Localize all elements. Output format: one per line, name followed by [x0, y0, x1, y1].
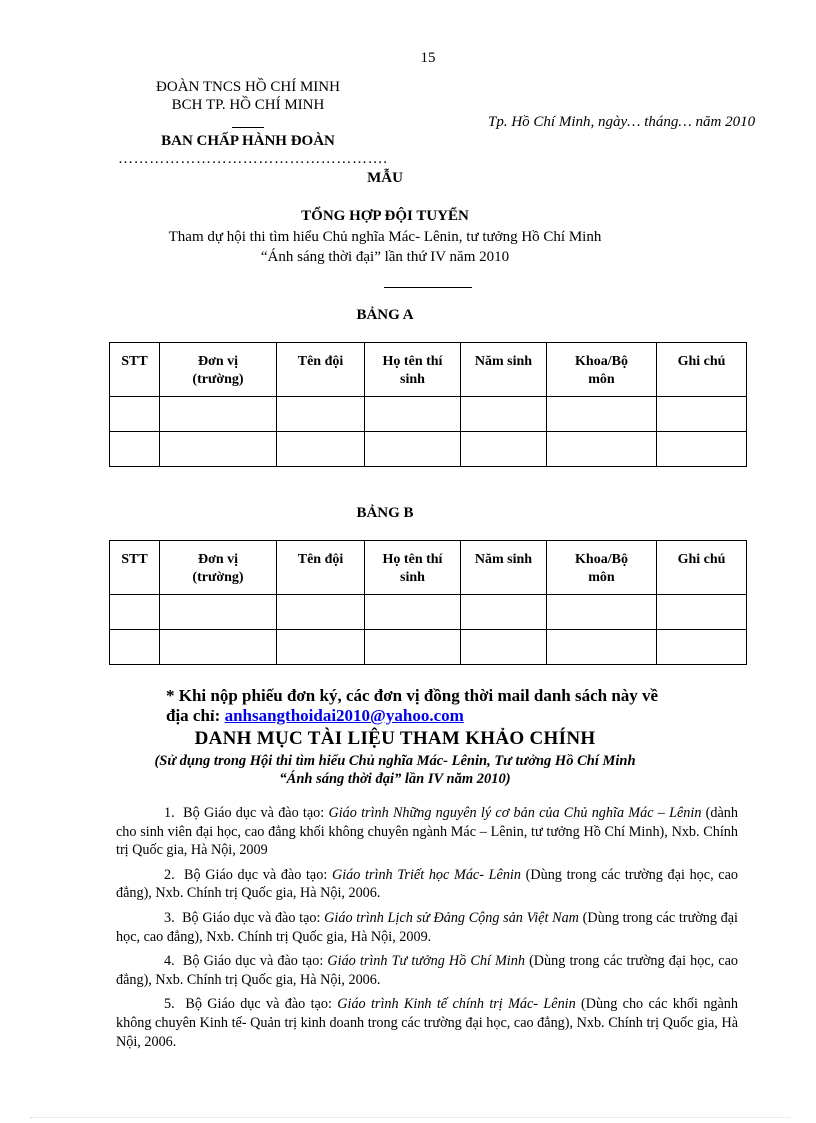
- table-a-header-text: Họ tên thí sinh: [382, 354, 443, 387]
- table-a-header-faculty: [547, 343, 657, 397]
- reference-details: (dành cho sinh viên đại học, cao đẳng khối không chuyên ngành Mác – Lênin, tư tưởng Hồ Chí Minh), Nxb. Chính trị Quốc gia, Hà Nội, 2009: [116, 805, 738, 859]
- reference-work: Giáo trình Triết học Mác- Lênin: [331, 866, 521, 883]
- reference-item: [116, 866, 738, 903]
- table-b-header-notes: [657, 541, 747, 595]
- reference-item: [116, 909, 738, 946]
- table-a-header-text: Khoa/Bộ môn: [575, 354, 628, 387]
- table-b-header-birthyear: [461, 541, 547, 595]
- table-b-header-text: Tên đội: [297, 552, 344, 567]
- table-row: [110, 595, 747, 630]
- table-cell: [461, 397, 547, 432]
- document-subtitle-1: Tham dự hội thi tìm hiểu Chủ nghĩa Mác- Lênin, tư tưởng Hồ Chí Minh: [168, 229, 602, 245]
- table-cell: [461, 432, 547, 467]
- table-b-header-text: Họ tên thí sinh: [382, 552, 443, 585]
- page-number: 15: [420, 50, 436, 66]
- table-row: [110, 432, 747, 467]
- table-row: [110, 630, 747, 665]
- table-cell: [547, 432, 657, 467]
- org-divider: [232, 127, 264, 128]
- reference-author: Bộ Giáo dục và đào tạo:: [184, 866, 332, 883]
- table-cell: [277, 595, 365, 630]
- table-a-header-text: Đơn vị (trường): [192, 354, 244, 387]
- page-bottom-border: [30, 1117, 790, 1118]
- table-cell: [277, 432, 365, 467]
- submission-note-line-2: [166, 706, 746, 726]
- table-a-header-text: Năm sinh: [474, 354, 533, 369]
- reference-number: 3.: [164, 909, 175, 926]
- reference-author: Bộ Giáo dục và đào tạo:: [182, 953, 328, 970]
- table-cell: [110, 595, 160, 630]
- table-a-header-team: [277, 343, 365, 397]
- table-b-header-text: Đơn vị (trường): [192, 552, 244, 585]
- table-b-label: BẢNG B: [356, 505, 414, 521]
- table-b-header-name: [365, 541, 461, 595]
- table-cell: [547, 397, 657, 432]
- title-divider: [384, 287, 472, 288]
- table-b-header-text: STT: [121, 552, 148, 567]
- table-cell: [160, 432, 277, 467]
- table-cell: [365, 432, 461, 467]
- reference-work: Giáo trình Những nguyên lý cơ bản của Chủ nghĩa Mác – Lênin: [328, 805, 702, 821]
- table-b-header-unit: [160, 541, 277, 595]
- table-cell: [277, 397, 365, 432]
- table-b-header-text: Khoa/Bộ môn: [575, 552, 628, 585]
- reference-work: Giáo trình Lịch sử Đảng Cộng sản Việt Nam: [324, 909, 579, 926]
- reference-details: (Dùng trong các trường đại học, cao đẳng), Nxb. Chính trị Quốc gia, Hà Nội, 2009.: [116, 909, 738, 945]
- reference-author: Bộ Giáo dục và đào tạo:: [185, 996, 338, 1013]
- table-cell: [365, 595, 461, 630]
- table-cell: [657, 595, 747, 630]
- references-list: [116, 804, 738, 1057]
- table-cell: [160, 595, 277, 630]
- table-a-label: BẢNG A: [356, 307, 414, 323]
- reference-details: (Dùng trong các trường đại học, cao đẳng), Nxb. Chính trị Quốc gia, Hà Nội, 2006.: [116, 866, 738, 902]
- table-cell: [160, 397, 277, 432]
- reference-item: [116, 995, 738, 1051]
- reference-work: Giáo trình Kinh tế chính trị Mác- Lênin: [337, 996, 576, 1013]
- reference-item: [116, 804, 738, 860]
- table-a-header-stt: [110, 343, 160, 397]
- document-subtitle-2: “Ánh sáng thời đại” lần thứ IV năm 2010: [260, 249, 510, 265]
- reference-number: 1.: [164, 805, 175, 821]
- table-a-header-text: Tên đội: [297, 354, 344, 369]
- table-cell: [110, 432, 160, 467]
- table-cell: [657, 432, 747, 467]
- document-title: TỔNG HỢP ĐỘI TUYỂN: [301, 208, 469, 224]
- reference-number: 5.: [164, 996, 175, 1013]
- table-a-header-notes: [657, 343, 747, 397]
- org-line-2: BCH TP. HỒ CHÍ MINH: [171, 97, 325, 113]
- table-a-header-birthyear: [461, 343, 547, 397]
- references-subtitle-1: (Sử dụng trong Hội thi tìm hiểu Chủ nghĩa Mác- Lênin, Tư tưởng Hồ Chí Minh: [154, 753, 636, 769]
- org-dots: …………………………………………….: [118, 151, 388, 167]
- reference-author: Bộ Giáo dục và đào tạo:: [183, 805, 329, 821]
- email-link[interactable]: anhsangthoidai2010@yahoo.com: [224, 706, 464, 725]
- table-b-header-stt: [110, 541, 160, 595]
- reference-details: (Dùng cho các khối ngành không chuyên Kinh tế- Quản trị kinh doanh trong các trường đại học, cao đẳng), Nxb. Chính trị Quốc gia, Hà Nội, 2006.: [116, 996, 738, 1050]
- submission-note: [166, 686, 746, 726]
- submission-note-prefix: địa chỉ:: [166, 706, 225, 725]
- table-cell: [657, 397, 747, 432]
- org-line-3: BAN CHẤP HÀNH ĐOÀN: [161, 133, 335, 149]
- table-a-header-name: [365, 343, 461, 397]
- table-row: [110, 397, 747, 432]
- reference-work: Giáo trình Tư tưởng Hồ Chí Minh: [327, 953, 525, 970]
- reference-number: 2.: [164, 866, 175, 883]
- table-cell: [365, 630, 461, 665]
- references-subtitle-2: “Ánh sáng thời đại” lần IV năm 2010): [279, 771, 511, 787]
- date-line: Tp. Hồ Chí Minh, ngày… tháng… năm 2010: [488, 114, 756, 130]
- reference-author: Bộ Giáo dục và đào tạo:: [182, 909, 325, 926]
- org-line-1: ĐOÀN TNCS HỒ CHÍ MINH: [156, 79, 340, 95]
- reference-item: [116, 952, 738, 989]
- form-label: MẪU: [367, 170, 403, 186]
- table-a-header-unit: [160, 343, 277, 397]
- table-a-header-text: Ghi chú: [677, 354, 726, 369]
- table-cell: [277, 630, 365, 665]
- table-b-header-text: Năm sinh: [474, 552, 533, 567]
- table-cell: [547, 630, 657, 665]
- references-title: DANH MỤC TÀI LIỆU THAM KHẢO CHÍNH: [194, 728, 596, 749]
- table-a-header-text: STT: [121, 354, 148, 369]
- table-b-header-team: [277, 541, 365, 595]
- table-cell: [110, 630, 160, 665]
- table-cell: [461, 595, 547, 630]
- table-b: [109, 540, 747, 665]
- table-cell: [657, 630, 747, 665]
- submission-note-line-1: * Khi nộp phiếu đơn ký, các đơn vị đồng thời mail danh sách này về: [166, 686, 659, 705]
- table-cell: [547, 595, 657, 630]
- table-cell: [461, 630, 547, 665]
- table-cell: [160, 630, 277, 665]
- table-a: [109, 342, 747, 467]
- table-cell: [110, 397, 160, 432]
- table-cell: [365, 397, 461, 432]
- table-b-header-faculty: [547, 541, 657, 595]
- table-b-header-text: Ghi chú: [677, 552, 726, 567]
- reference-details: (Dùng trong các trường đại học, cao đẳng), Nxb. Chính trị Quốc gia, Hà Nội, 2006.: [116, 953, 738, 988]
- reference-number: 4.: [164, 953, 175, 970]
